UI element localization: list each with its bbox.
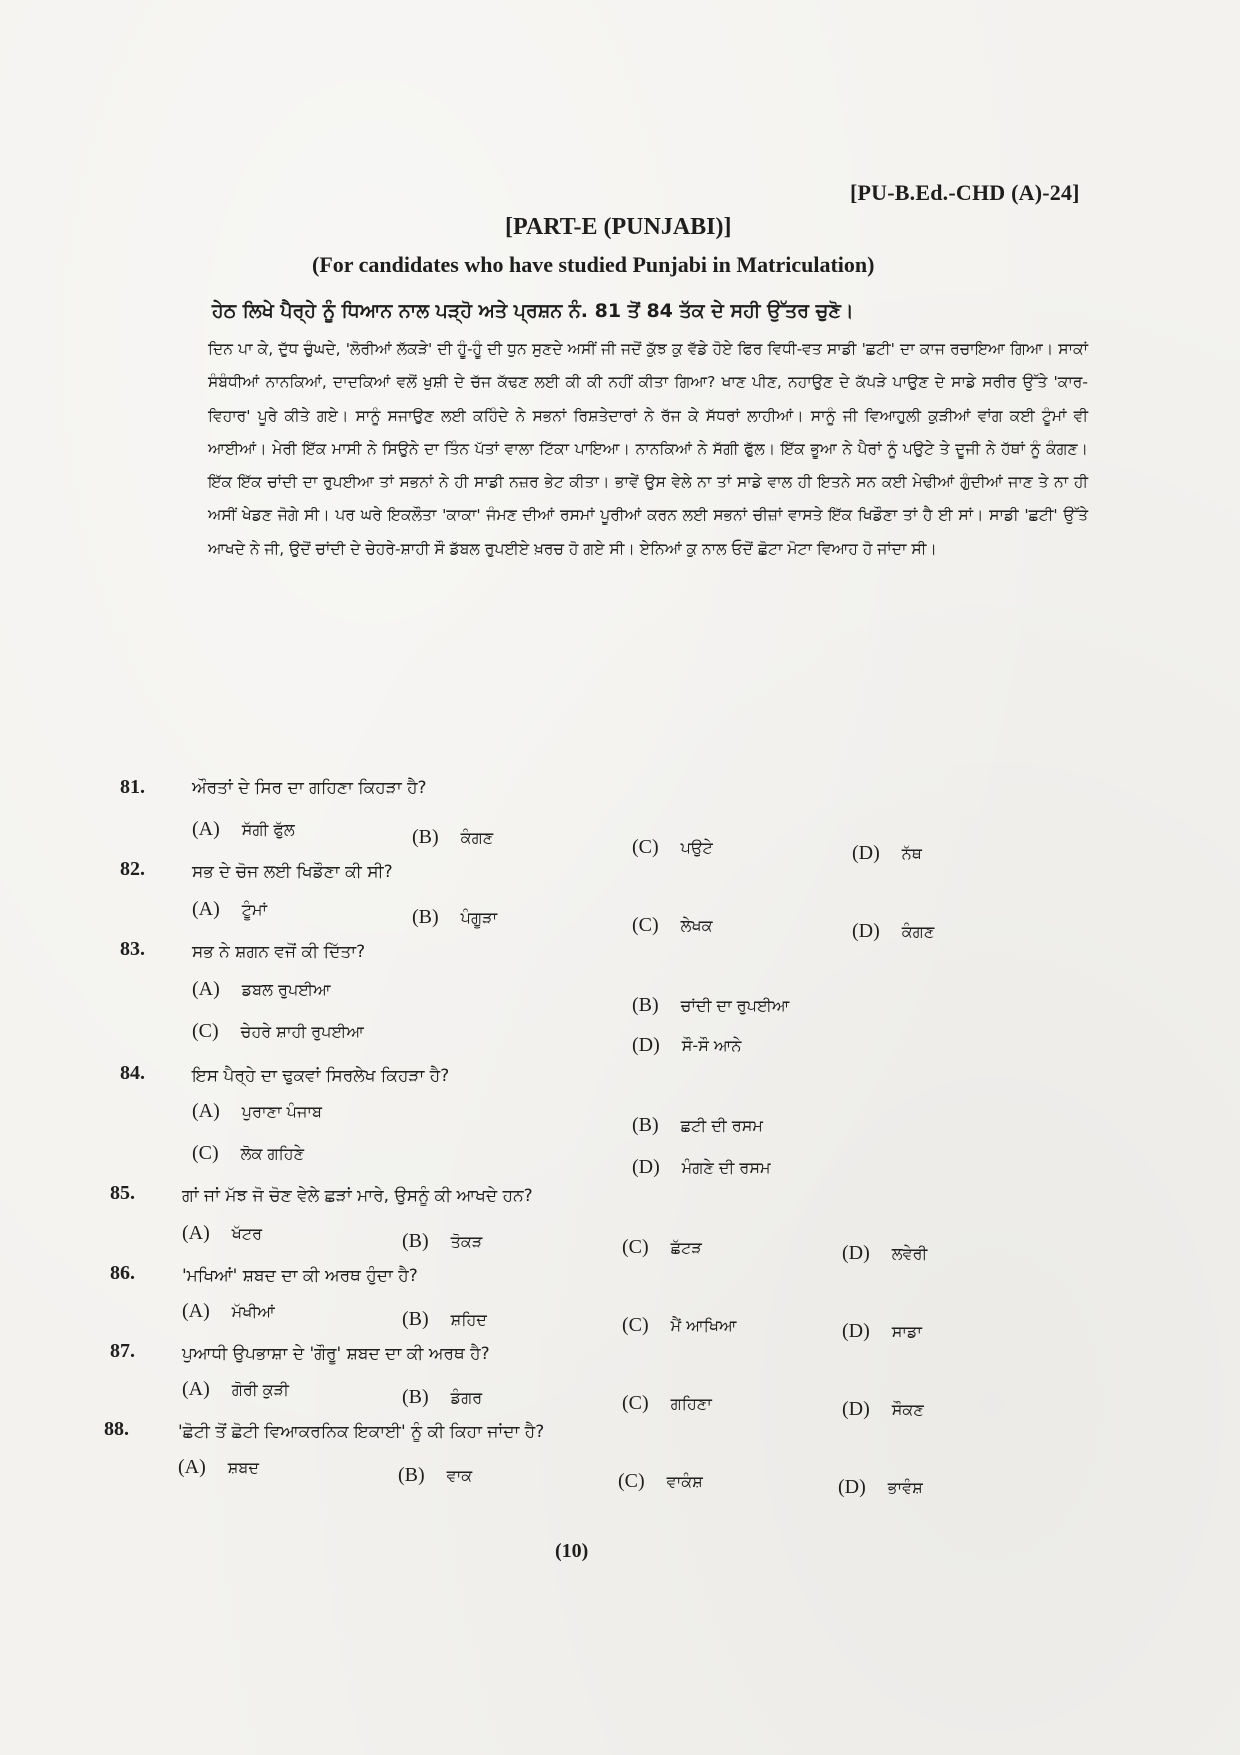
option-c: (C) ਛੱਟੜ: [622, 1236, 702, 1258]
option-d: (D) ਭਾਵੰਸ਼: [838, 1476, 923, 1498]
question-text: 'ਮਖਿਆਂ' ਸ਼ਬਦ ਦਾ ਕੀ ਅਰਥ ਹੁੰਦਾ ਹੈ?: [182, 1266, 418, 1286]
instruction-text: ਹੇਠ ਲਿਖੇ ਪੈਰ੍ਹੇ ਨੂੰ ਧਿਆਨ ਨਾਲ ਪੜ੍ਹੋ ਅਤੇ ਪ੍ਰਸ਼ਨ ਨੰ. 81 ਤੋਂ 84 ਤੱਕ ਦੇ ਸਹੀ ਉੱਤਰ ਚੁਣੋ।: [212, 300, 854, 322]
option-a: (A) ਡਬਲ ਰੁਪਈਆ: [192, 978, 331, 1000]
option-b: (B) ਚਾਂਦੀ ਦਾ ਰੁਪਈਆ: [632, 994, 790, 1016]
question-number: 82.: [120, 858, 145, 880]
question-number: 86.: [110, 1262, 135, 1284]
part-subtitle: (For candidates who have studied Punjabi in Matriculation): [312, 252, 875, 277]
option-d: (D) ਸਾਡਾ: [842, 1320, 922, 1342]
option-a: (A) ਮੱਖੀਆਂ: [182, 1300, 275, 1322]
option-c: (C) ਲੋਕ ਗਹਿਣੇ: [192, 1142, 305, 1164]
question-number: 81.: [120, 776, 145, 798]
option-a: (A) ਗੋਰੀ ਕੁੜੀ: [182, 1378, 289, 1400]
option-a: (A) ਪੁਰਾਣਾ ਪੰਜਾਬ: [192, 1100, 322, 1122]
option-d: (D) ਸੌਕਣ: [842, 1398, 924, 1420]
option-d: (D) ਕੰਗਣ: [852, 920, 935, 942]
option-d: (D) ਨੱਥ: [852, 842, 922, 864]
option-d: (D) ਲਵੇਰੀ: [842, 1242, 928, 1264]
option-c: (C) ਮੈਂ ਆਖਿਆ: [622, 1314, 737, 1336]
option-c: (C) ਪਉਟੇ: [632, 836, 713, 858]
option-b: (B) ਕੰਗਣ: [412, 826, 494, 848]
question-text: ਗਾਂ ਜਾਂ ਮੱਝ ਜੋ ਚੋਣ ਵੇਲੇ ਛੜਾਂ ਮਾਰੇ, ਉਸਨੂੰ ਕੀ ਆਖਦੇ ਹਨ?: [182, 1186, 533, 1206]
option-c: (C) ਵਾਕੰਸ਼: [618, 1470, 703, 1492]
option-b: (B) ਤੋਕੜ: [402, 1230, 483, 1252]
question-text: ਇਸ ਪੈਰ੍ਹੇ ਦਾ ਢੁਕਵਾਂ ਸਿਰਲੇਖ ਕਿਹੜਾ ਹੈ?: [192, 1066, 450, 1086]
option-a: (A) ਸ਼ਬਦ: [178, 1456, 259, 1478]
option-b: (B) ਡੰਗਰ: [402, 1386, 483, 1408]
question-number: 85.: [110, 1182, 135, 1204]
question-text: ਔਰਤਾਂ ਦੇ ਸਿਰ ਦਾ ਗਹਿਣਾ ਕਿਹੜਾ ਹੈ?: [192, 778, 427, 798]
paper-code: [PU-B.Ed.-CHD (A)-24]: [850, 180, 1080, 205]
question-text: ਸਭ ਨੇ ਸ਼ਗਨ ਵਜੋਂ ਕੀ ਦਿੱਤਾ?: [192, 942, 366, 962]
option-c: (C) ਗਹਿਣਾ: [622, 1392, 712, 1414]
option-d: (D) ਮੰਗਣੇ ਦੀ ਰਸਮ: [632, 1156, 771, 1178]
option-b: (B) ਪੰਗੂੜਾ: [412, 906, 498, 928]
option-b: (B) ਛਟੀ ਦੀ ਰਸਮ: [632, 1114, 763, 1136]
question-text: ਪੁਆਧੀ ਉਪਭਾਸ਼ਾ ਦੇ 'ਗੌਰੂ' ਸ਼ਬਦ ਦਾ ਕੀ ਅਰਥ ਹੈ?: [182, 1344, 490, 1364]
page-number: (10): [555, 1540, 589, 1562]
question-number: 84.: [120, 1062, 145, 1084]
option-a: (A) ਟੂੰਮਾਂ: [192, 898, 268, 920]
question-text: ਸਭ ਦੇ ਚੋਜ ਲਈ ਖਿਡੌਣਾ ਕੀ ਸੀ?: [192, 862, 393, 882]
option-c: (C) ਚੇਹਰੇ ਸ਼ਾਹੀ ਰੁਪਈਆ: [192, 1020, 364, 1042]
option-a: (A) ਖੱਟਰ: [182, 1222, 263, 1244]
option-c: (C) ਲੇਖਕ: [632, 914, 713, 936]
part-title: [PART-E (PUNJABI)]: [505, 214, 732, 240]
option-d: (D) ਸੌ-ਸੌ ਆਨੇ: [632, 1034, 742, 1056]
question-text: 'ਛੋਟੀ ਤੋਂ ਛੋਟੀ ਵਿਆਕਰਨਿਕ ਇਕਾਈ' ਨੂੰ ਕੀ ਕਿਹਾ ਜਾਂਦਾ ਹੈ?: [178, 1422, 545, 1442]
option-a: (A) ਸੱਗੀ ਫੁੱਲ: [192, 818, 295, 840]
passage-text: ਦਿਨ ਪਾ ਕੇ, ਦੁੱਧ ਚੁੰਘਦੇ, 'ਲੋਰੀਆਂ ਲੱਕੜੇ' ਦੀ ਹੂੰ-ਹੂੰ ਦੀ ਧੁਨ ਸੁਣਦੇ ਅਸੀਂ ਜੀ ਜਦੋਂ ਕੁੱਝ ਕੁ ਵੱਡੇ ਹੋਏ ਫਿਰ ਵਿਧੀ-ਵਤ ਸਾਡੀ 'ਛਟੀ' ਦਾ ਕਾਜ ਰਚਾਇਆ ਗਿਆ। ਸਾਕਾਂ ਸੰਬੰਧੀਆਂ ਨਾਨਕਿਆਂ, ਦਾਦਕਿਆਂ ਵਲੋਂ ਖੁਸ਼ੀ ਦੇ ਚੱਜ ਕੱਢਣ ਲਈ ਕੀ ਕੀ ਨਹੀਂ ਕੀਤਾ ਗਿਆ? ਖਾਣ ਪੀਣ, ਨਹਾਉਣ ਦੇ ਕੱਪੜੇ ਪਾਉਣ ਦੇ ਸਾਡੇ ਸਰੀਰ ਉੱਤੇ 'ਕਾਰ-ਵਿਹਾਰ' ਪੂਰੇ ਕੀਤੇ ਗਏ। ਸਾਨੂੰ ਸਜਾਉਣ ਲਈ ਕਹਿੰਦੇ ਨੇ ਸਭਨਾਂ ਰਿਸ਼ਤੇਦਾਰਾਂ ਨੇ ਰੱਜ ਕੇ ਸੱਧਰਾਂ ਲਾਹੀਆਂ। ਸਾਨੂੰ ਜੀ ਵਿਆਹੁਲੀ ਕੁੜੀਆਂ ਵਾਂਗ ਕਈ ਟੂੰਮਾਂ ਵੀ ਆਈਆਂ। ਮੇਰੀ ਇੱਕ ਮਾਸੀ ਨੇ ਸਿਉਨੇ ਦਾ ਤਿੰਨ ਪੱਤਾਂ ਵਾਲਾ ਟਿੱਕਾ ਪਾਇਆ। ਨਾਨਕਿਆਂ ਨੇ ਸੱਗੀ ਫੁੱਲ। ਇੱਕ ਭੂਆ ਨੇ ਪੈਰਾਂ ਨੂੰ ਪਉਟੇ ਤੇ ਦੂਜੀ ਨੇ ਹੱਥਾਂ ਨੂੰ ਕੰਗਣ। ਇੱਕ ਇੱਕ ਚਾਂਦੀ ਦਾ ਰੁਪਈਆ ਤਾਂ ਸਭਨਾਂ ਨੇ ਹੀ ਸਾਡੀ ਨਜ਼ਰ ਭੇਟ ਕੀਤਾ। ਭਾਵੇਂ ਉਸ ਵੇਲੇ ਨਾ ਤਾਂ ਸਾਡੇ ਵਾਲ ਹੀ ਇਤਨੇ ਸਨ ਕਈ ਮੇਢੀਆਂ ਗੁੰਦੀਆਂ ਜਾਣ ਤੇ ਨਾ ਹੀ ਅਸੀਂ ਖੇਡਣ ਜੋਗੇ ਸੀ। ਪਰ ਘਰੇ ਇਕਲੌਤਾ 'ਕਾਕਾ' ਜੰਮਣ ਦੀਆਂ ਰਸਮਾਂ ਪੂਰੀਆਂ ਕਰਨ ਲਈ ਸਭਨਾਂ ਚੀਜ਼ਾਂ ਵਾਸਤੇ ਇੱਕ ਖਿਡੌਣਾ ਤਾਂ ਹੈ ਈ ਸਾਂ। ਸਾਡੀ 'ਛਟੀ' ਉੱਤੇ ਆਖਦੇ ਨੇ ਜੀ, ਉਦੋਂ ਚਾਂਦੀ ਦੇ ਚੇਹਰੇ-ਸ਼ਾਹੀ ਸੌ ਡੱਬਲ ਰੁਪਈਏ ਖ਼ਰਚ ਹੋ ਗਏ ਸੀ। ਏਨਿਆਂ ਕੁ ਨਾਲ ਓਦੋਂ ਛੋਟਾ ਮੋਟਾ ਵਿਆਹ ਹੋ ਜਾਂਦਾ ਸੀ।: [208, 340, 1088, 558]
option-b: (B) ਵਾਕ: [398, 1464, 473, 1486]
question-number: 83.: [120, 938, 145, 960]
question-number: 88.: [104, 1418, 129, 1440]
question-number: 87.: [110, 1340, 135, 1362]
option-b: (B) ਸ਼ਹਿਦ: [402, 1308, 487, 1330]
